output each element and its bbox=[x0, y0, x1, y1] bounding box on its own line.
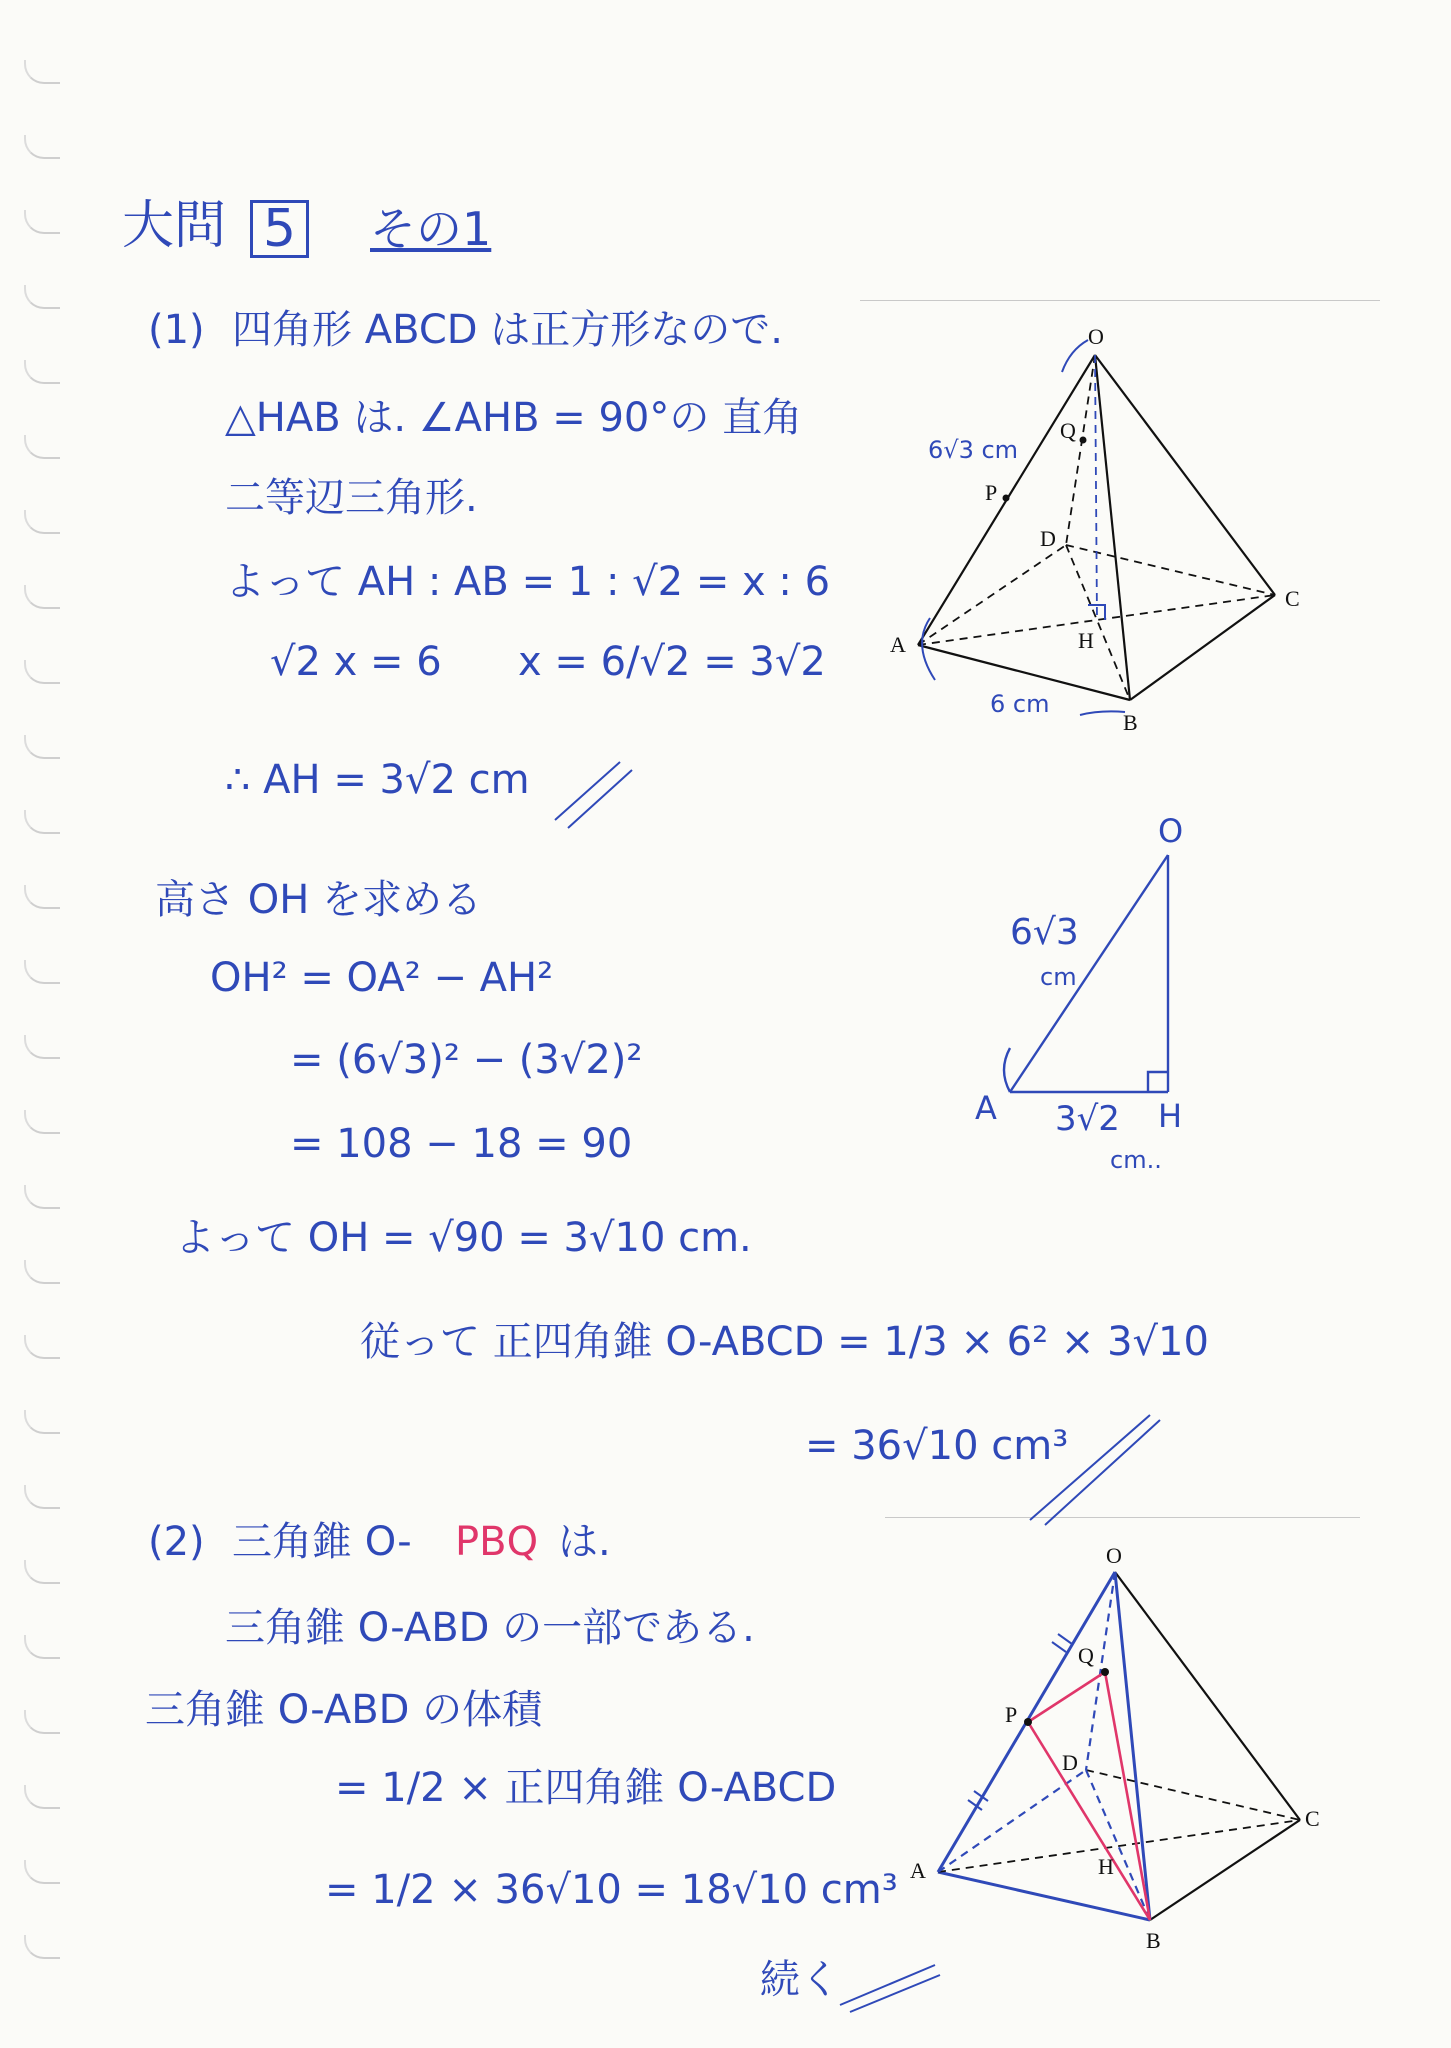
part1-label: (1) bbox=[148, 307, 205, 353]
diagonal-ac-hidden bbox=[918, 595, 1275, 645]
height-eq3: = 108 − 18 = 90 bbox=[290, 1121, 633, 1167]
part2-line1a: 三角錐 O- bbox=[232, 1519, 412, 1565]
height-eq2: = (6√3)² − (3√2)² bbox=[290, 1037, 643, 1083]
length-arc bbox=[1062, 340, 1088, 372]
label-p: P bbox=[1005, 1702, 1018, 1727]
right-triangle-figure bbox=[1004, 855, 1168, 1092]
edge-ob bbox=[1115, 1572, 1150, 1920]
label-o: O bbox=[1106, 1543, 1122, 1568]
label-b: B bbox=[1146, 1928, 1161, 1953]
label-h: H bbox=[1078, 628, 1094, 653]
edge-ob bbox=[1095, 355, 1130, 700]
height-eq1: OH² = OA² − AH² bbox=[210, 955, 554, 1001]
edge-bc bbox=[1130, 595, 1275, 700]
part2-label: (2) bbox=[148, 1519, 205, 1565]
point-p bbox=[1024, 1718, 1032, 1726]
edge-ad-hidden bbox=[918, 545, 1066, 645]
oa-unit: cm bbox=[1040, 963, 1077, 991]
header-title: 大問 bbox=[122, 196, 227, 256]
volume-result: = 36√10 cm³ bbox=[805, 1423, 1069, 1469]
length-arc bbox=[1080, 711, 1125, 715]
label-q: Q bbox=[1078, 1643, 1094, 1668]
part2-line1c: は. bbox=[558, 1519, 611, 1565]
right-angle-mark bbox=[1148, 1072, 1168, 1092]
diagonal-ac-hidden bbox=[938, 1820, 1300, 1872]
edge-oa-length: 6√3 cm bbox=[928, 436, 1019, 464]
part2-line2: 三角錐 O-ABD の一部である. bbox=[225, 1605, 755, 1651]
double-underline-mark bbox=[840, 1965, 940, 2012]
label-h: H bbox=[1158, 1097, 1183, 1135]
label-h: H bbox=[1098, 1854, 1114, 1879]
label-a: A bbox=[890, 632, 906, 657]
part2-line3: 三角錐 O-ABD の体積 bbox=[145, 1687, 543, 1733]
edge-ab-length: 6 cm bbox=[990, 690, 1050, 718]
double-underline-mark bbox=[1030, 1415, 1160, 1525]
ah-unit: cm.. bbox=[1110, 1146, 1162, 1174]
continued-note: 続く bbox=[760, 1957, 840, 2003]
equal-tick bbox=[1058, 1634, 1072, 1644]
pyramid-figure-2 bbox=[938, 1572, 1300, 1920]
double-underline-mark bbox=[555, 762, 632, 828]
label-q: Q bbox=[1060, 418, 1076, 443]
header-part: その1 bbox=[370, 202, 492, 256]
edge-bc bbox=[1150, 1820, 1300, 1920]
ah-length: 3√2 bbox=[1055, 1099, 1120, 1139]
part1-line3: 二等辺三角形. bbox=[225, 475, 478, 521]
label-d: D bbox=[1040, 526, 1056, 551]
point-p bbox=[1003, 495, 1010, 502]
label-p: P bbox=[985, 480, 998, 505]
part2-line4: = 1/2 × 正四角錐 O-ABCD bbox=[335, 1765, 837, 1811]
edge-od-hidden bbox=[1066, 355, 1095, 545]
part1-line1: 四角形 ABCD は正方形なので. bbox=[232, 307, 783, 353]
diagonal-db-hidden bbox=[1086, 1770, 1150, 1920]
pyramid-figure-1 bbox=[918, 340, 1275, 718]
label-a: A bbox=[910, 1858, 926, 1883]
label-b: B bbox=[1123, 710, 1138, 735]
part1-line5b: x = 6/√2 = 3√2 bbox=[518, 639, 826, 685]
oa-length: 6√3 bbox=[1010, 912, 1079, 953]
label-a: A bbox=[975, 1089, 997, 1127]
label-o: O bbox=[1088, 324, 1104, 349]
label-c: C bbox=[1285, 586, 1300, 611]
point-q bbox=[1101, 1668, 1109, 1676]
equal-tick bbox=[1052, 1642, 1066, 1652]
height-result: よって OH = √90 = 3√10 cm. bbox=[175, 1215, 752, 1261]
part1-line5a: √2 x = 6 bbox=[270, 639, 442, 685]
height-oh-hidden bbox=[1095, 355, 1097, 620]
part2-pbq: PBQ bbox=[455, 1519, 539, 1565]
edge-od-hidden bbox=[1086, 1572, 1115, 1770]
part1-ah-result: ∴ AH = 3√2 cm bbox=[225, 757, 530, 803]
edge-ab bbox=[938, 1872, 1150, 1920]
label-c: C bbox=[1305, 1806, 1320, 1831]
label-o: O bbox=[1158, 812, 1184, 850]
volume-eq1: 従って 正四角錐 O-ABCD = 1/3 × 6² × 3√10 bbox=[360, 1319, 1209, 1365]
part1-line2: △HAB は. ∠AHB = 90°の 直角 bbox=[225, 395, 803, 441]
height-title: 高さ OH を求める bbox=[155, 877, 482, 923]
part2-line5: = 1/2 × 36√10 = 18√10 cm³ bbox=[325, 1867, 898, 1913]
part1-line4: よって AH : AB = 1 : √2 = x : 6 bbox=[225, 559, 831, 605]
hyp-oa bbox=[1010, 855, 1168, 1092]
edge-ad-hidden bbox=[938, 1770, 1086, 1872]
point-q bbox=[1080, 437, 1087, 444]
length-arc bbox=[1004, 1048, 1010, 1092]
label-d: D bbox=[1062, 1750, 1078, 1775]
header-number: 5 bbox=[250, 200, 309, 258]
